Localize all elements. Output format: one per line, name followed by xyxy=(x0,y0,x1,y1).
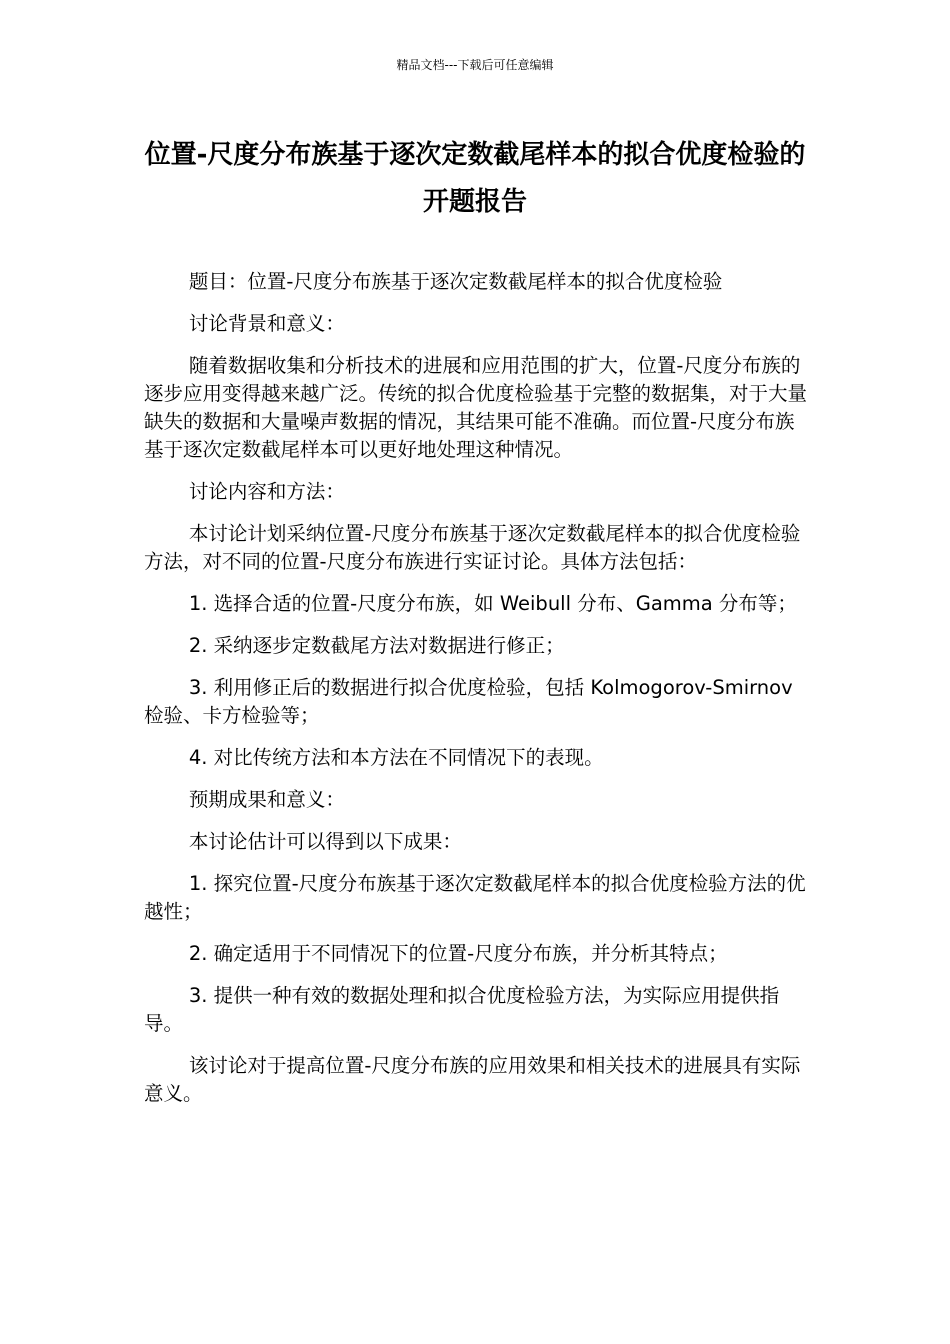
heading-content-methods: 讨论内容和方法： xyxy=(188,480,345,503)
header-note: 精品文档---下载后可任意编辑 xyxy=(396,58,554,72)
paragraph-background: 随着数据收集和分析技术的进展和应用范围的扩大，位置-尺度分布族的逐步应用变得越来越广泛。传统的拟合优度检验基于完整的数据集，对于大量缺失的数据和大量噪声数据的情况，其结果可能不准确。而位置-尺度分布族基于逐次定数截尾样本可以更好地处理这种情况。 xyxy=(144,354,808,461)
list-item-method-4: 4. 对比传统方法和本方法在不同情况下的表现。 xyxy=(188,746,604,769)
heading-background: 讨论背景和意义： xyxy=(188,312,345,335)
paragraph-conclusion: 该讨论对于提高位置-尺度分布族的应用效果和相关技术的进展具有实际意义。 xyxy=(144,1054,801,1105)
paragraph-results-intro: 本讨论估计可以得到以下成果： xyxy=(188,830,462,853)
heading-expected-results: 预期成果和意义： xyxy=(188,788,345,811)
list-item-result-3: 3. 提供一种有效的数据处理和拟合优度检验方法，为实际应用提供指导。 xyxy=(144,984,780,1035)
list-item-result-2: 2. 确定适用于不同情况下的位置-尺度分布族，并分析其特点； xyxy=(188,942,728,965)
document-body xyxy=(144,268,807,1122)
list-item-method-3: 3. 利用修正后的数据进行拟合优度检验，包括 Kolmogorov-Smirnov 检验、卡方检验等； xyxy=(144,676,793,727)
list-item-method-1: 1. 选择合适的位置-尺度分布族，如 Weibull 分布、Gamma 分布等； xyxy=(188,592,797,615)
list-item-method-2: 2. 采纳逐步定数截尾方法对数据进行修正； xyxy=(188,634,565,657)
list-item-result-1: 1. 探究位置-尺度分布族基于逐次定数截尾样本的拟合优度检验方法的优越性； xyxy=(144,872,806,923)
paragraph-topic: 题目：位置-尺度分布族基于逐次定数截尾样本的拟合优度检验 xyxy=(188,270,723,293)
paragraph-methods-intro: 本讨论计划采纳位置-尺度分布族基于逐次定数截尾样本的拟合优度检验方法，对不同的位置-尺度分布族进行实证讨论。具体方法包括： xyxy=(144,522,801,573)
document-title: 位置-尺度分布族基于逐次定数截尾样本的拟合优度检验的开题报告 xyxy=(144,140,806,217)
